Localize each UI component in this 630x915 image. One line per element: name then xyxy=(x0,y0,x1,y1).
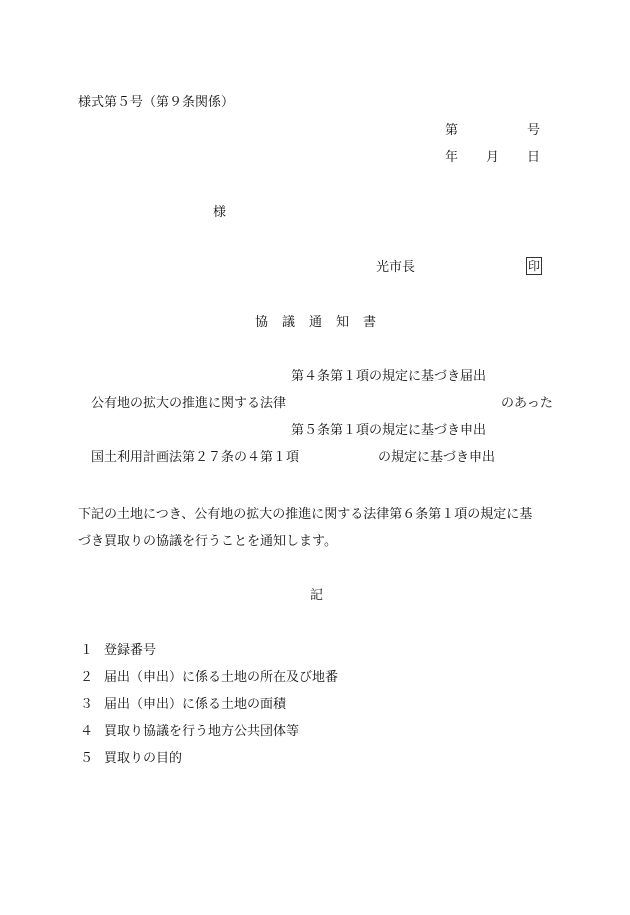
date-day: 日 xyxy=(527,150,541,165)
item-number: ３ xyxy=(80,697,94,712)
item-label: 登録番号 xyxy=(104,643,157,658)
addressee-honorific: 様 xyxy=(213,205,227,220)
doc-number-suffix: 号 xyxy=(527,123,541,138)
basis-line-1: 第４条第１項の規定に基づき届出 xyxy=(291,369,487,384)
basis-line-2-law: 公有地の拡大の推進に関する法律 xyxy=(91,396,287,411)
item-number: ４ xyxy=(80,724,94,739)
basis-line-3: 第５条第１項の規定に基づき申出 xyxy=(291,423,487,438)
issuer-name: 光市長 xyxy=(376,260,416,275)
item-number: ２ xyxy=(80,670,94,685)
item-label: 届出（申出）に係る土地の面積 xyxy=(104,697,287,712)
ki-heading: 記 xyxy=(310,588,324,603)
document-title: 協議通知書 xyxy=(255,315,391,330)
item-label: 届出（申出）に係る土地の所在及び地番 xyxy=(104,670,339,685)
date-month: 月 xyxy=(486,150,500,165)
item-number: ５ xyxy=(80,751,94,766)
basis-line-4-law: 国土利用計画法第２７条の４第１項 xyxy=(91,450,300,465)
basis-line-2-suffix: のあった xyxy=(501,396,553,411)
basis-line-4-suffix: の規定に基づき申出 xyxy=(378,450,496,465)
body-text-line-1: 下記の土地につき、公有地の拡大の推進に関する法律第６条第１項の規定に基 xyxy=(78,507,533,522)
form-number: 様式第５号（第９条関係） xyxy=(78,95,235,110)
seal-mark: 印 xyxy=(527,259,540,273)
body-text-line-2: づき買取りの協議を行うことを通知します。 xyxy=(78,534,337,549)
doc-number-prefix: 第 xyxy=(445,123,459,138)
date-year: 年 xyxy=(445,150,459,165)
item-label: 買取り協議を行う地方公共団体等 xyxy=(104,724,300,739)
item-label: 買取りの目的 xyxy=(104,751,183,766)
item-number: １ xyxy=(80,643,94,658)
